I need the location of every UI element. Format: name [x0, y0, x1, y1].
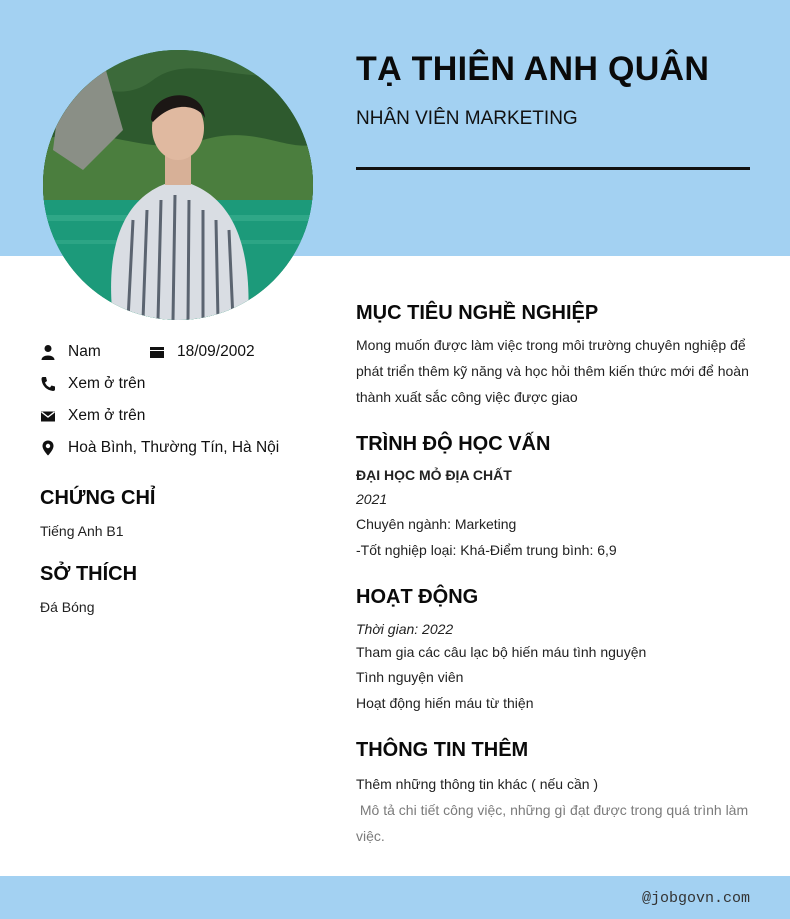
profile-photo	[43, 50, 313, 320]
gender-row	[40, 343, 101, 361]
job-title: NHÂN VIÊN MARKETING	[356, 108, 578, 129]
objective-text: Mong muốn được làm việc trong môi trường chuyên nghiệp để phát triển thêm kỹ năng và học hỏi thêm kiến thức mới để hoàn thành xuất sắc công việc được giao	[356, 337, 749, 405]
education-grade: -Tốt nghiệp loại: Khá-Điểm trung bình: 6,9	[356, 542, 617, 558]
extra-info-description: Mô tả chi tiết công việc, những gì đạt được trong quá trình làm việc.	[356, 802, 753, 844]
phone-value: Xem ở trên	[68, 375, 146, 392]
birthdate-row	[149, 343, 255, 361]
activity-item: Tham gia các câu lạc bộ hiến máu tình nguyện	[356, 644, 647, 660]
birthdate-value: 18/09/2002	[177, 343, 255, 360]
mail-icon	[40, 408, 56, 424]
candidate-name: TẠ THIÊN ANH QUÂN	[356, 50, 710, 88]
calendar-icon	[149, 344, 165, 360]
address-value: Hoà Bình, Thường Tín, Hà Nội	[68, 439, 280, 456]
footer-watermark: @jobgovn.com	[641, 890, 750, 907]
activity-item: Tình nguyện viên	[356, 669, 464, 685]
objective-heading: MỤC TIÊU NGHỀ NGHIỆP	[356, 302, 599, 324]
certificates-heading: CHỨNG CHỈ	[40, 487, 156, 509]
gender-value: Nam	[68, 343, 101, 360]
hobby-item: Đá Bóng	[40, 599, 95, 615]
email-row	[40, 407, 145, 425]
person-icon	[40, 344, 56, 360]
title-divider	[356, 167, 750, 170]
education-year: 2021	[356, 491, 388, 507]
phone-row	[40, 375, 145, 393]
activities-heading: HOẠT ĐỘNG	[356, 586, 479, 608]
hobbies-heading: SỞ THÍCH	[40, 563, 138, 585]
education-major: Chuyên ngành: Marketing	[356, 516, 517, 532]
activities-time: Thời gian: 2022	[356, 621, 454, 637]
education-heading: TRÌNH ĐỘ HỌC VẤN	[356, 433, 551, 455]
address-row	[40, 439, 279, 457]
avatar	[43, 50, 313, 320]
school-name: ĐẠI HỌC MỎ ĐỊA CHẤT	[356, 467, 512, 483]
extra-info-heading: THÔNG TIN THÊM	[356, 739, 529, 761]
extra-info-line: Thêm những thông tin khác ( nếu cần )	[356, 776, 599, 792]
location-pin-icon	[40, 440, 56, 456]
certificate-item: Tiếng Anh B1	[40, 523, 124, 539]
email-value: Xem ở trên	[68, 407, 146, 424]
phone-icon	[40, 376, 56, 392]
activity-item: Hoạt động hiến máu từ thiện	[356, 695, 534, 711]
